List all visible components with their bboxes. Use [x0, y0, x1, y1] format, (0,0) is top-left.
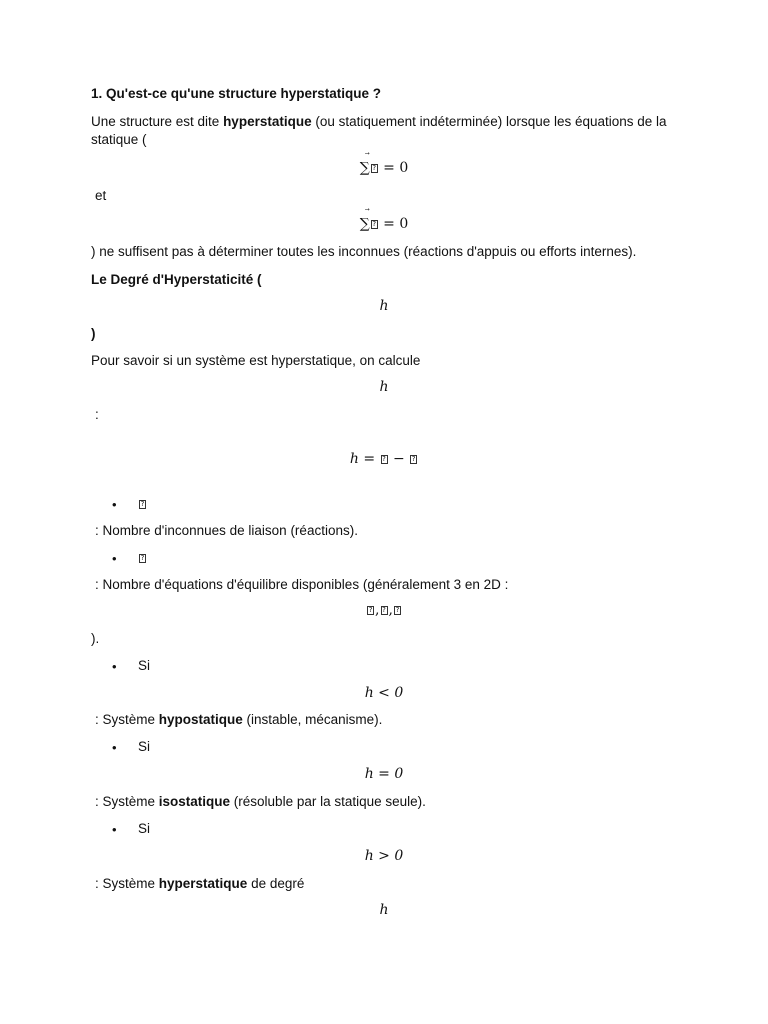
- bullet-label: Si: [138, 739, 151, 754]
- bullet-symbol: [138, 549, 147, 567]
- unknown-symbol: [394, 606, 401, 615]
- condition-hyperstatic: h > 0: [364, 848, 404, 864]
- vector-symbol: [370, 215, 379, 233]
- minus-sign: −: [388, 451, 410, 467]
- unknown-symbol: [381, 455, 388, 464]
- text-run: (résoluble par la statique seule).: [230, 794, 426, 809]
- text-run: : Système: [95, 712, 159, 727]
- degree-heading: Le Degré d'Hyperstaticité (: [91, 272, 262, 287]
- comma: ,: [375, 602, 380, 618]
- sum-symbol: ∑: [359, 216, 370, 232]
- unknown-symbol: [410, 455, 417, 464]
- formula-hyperstaticity: [0, 450, 768, 468]
- definition-unknowns: : Nombre d'inconnues de liaison (réactions).: [95, 523, 358, 538]
- vector-symbol: [370, 159, 379, 177]
- colon-text: :: [95, 407, 99, 422]
- bold-term: isostatique: [158, 794, 231, 809]
- conjunction-text: et: [95, 188, 107, 203]
- equation-list: [0, 601, 768, 619]
- text-run: Une structure est dite: [91, 114, 224, 129]
- bullet-marker: •: [112, 497, 117, 512]
- bold-term: hypostatique: [158, 712, 243, 727]
- case-hyperstatic: [95, 875, 676, 893]
- math-h: h: [379, 298, 389, 314]
- bullet-symbol: [138, 495, 147, 513]
- intro-paragraph: [91, 113, 676, 149]
- condition-hypostatic: h < 0: [364, 685, 404, 701]
- paragraph-continuation: ) ne suffisent pas à déterminer toutes les inconnues (réactions d'appuis ou efforts internes).: [91, 244, 637, 259]
- bullet-marker: •: [112, 659, 117, 674]
- unknown-symbol: [381, 606, 388, 615]
- text-run: (ou statiquement indéterminée) lorsque les équations de la statique (: [91, 114, 667, 147]
- case-hypostatic: [95, 711, 676, 729]
- equation-sum-moments: [0, 215, 768, 233]
- bullet-marker: •: [112, 551, 117, 566]
- text-run: : Système: [95, 794, 159, 809]
- text-run: (instable, mécanisme).: [242, 712, 383, 727]
- condition-isostatic: h = 0: [364, 766, 404, 782]
- bold-term: hyperstatique: [158, 876, 248, 891]
- case-isostatic: [95, 793, 676, 811]
- equals-sign: =: [358, 451, 380, 467]
- bullet-label: Si: [138, 658, 151, 673]
- equation-rhs: = 0: [378, 160, 409, 176]
- paragraph-calc: Pour savoir si un système est hyperstatique, on calcule: [91, 353, 421, 368]
- math-h: h: [379, 379, 389, 395]
- formula-lhs: h: [349, 451, 359, 467]
- definition-equations: : Nombre d'équations d'équilibre disponibles (généralement 3 en 2D :: [95, 577, 509, 592]
- closing-paren-dot: ).: [91, 631, 100, 646]
- sum-symbol: ∑: [359, 160, 370, 176]
- text-run: de degré: [247, 876, 305, 891]
- bullet-label: Si: [138, 821, 151, 836]
- equation-rhs: = 0: [378, 216, 409, 232]
- comma: ,: [388, 602, 393, 618]
- bullet-marker: •: [112, 740, 117, 755]
- equation-sum-forces: [0, 159, 768, 177]
- closing-paren: ): [91, 326, 96, 341]
- section-heading: 1. Qu'est-ce qu'une structure hyperstatique ?: [91, 86, 381, 101]
- bullet-marker: •: [112, 822, 117, 837]
- bold-term: hyperstatique: [223, 114, 312, 129]
- text-run: : Système: [95, 876, 159, 891]
- math-h: h: [379, 902, 389, 918]
- unknown-symbol: [367, 606, 374, 615]
